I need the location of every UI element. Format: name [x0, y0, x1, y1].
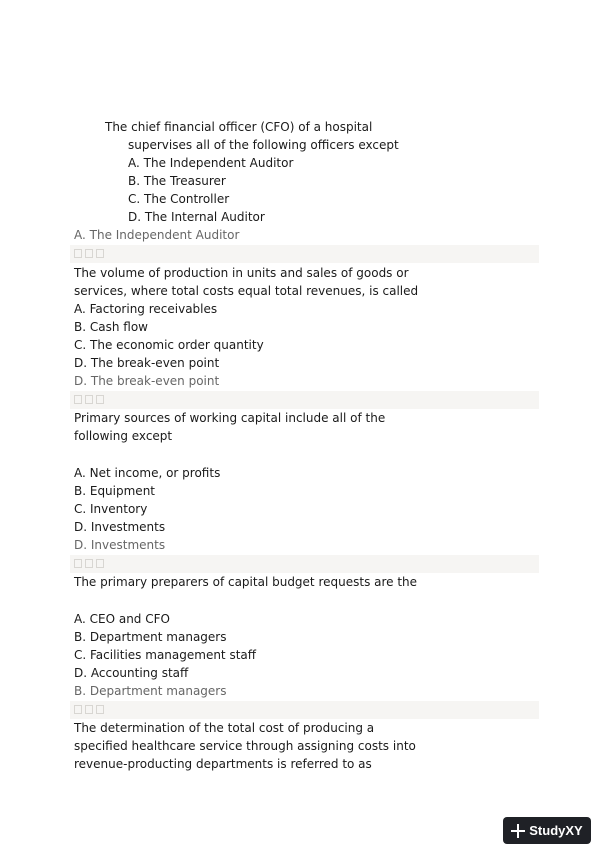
question-1-stem-line-2: supervises all of the following officers except	[128, 138, 399, 152]
question-4-answer: B. Department managers	[74, 684, 227, 698]
studyxy-logo[interactable]	[503, 817, 591, 844]
question-4-option-a: A. CEO and CFO	[74, 612, 170, 626]
question-1-option-d: D. The Internal Auditor	[128, 210, 265, 224]
question-1-answer: A. The Independent Auditor	[74, 228, 240, 242]
question-3-stem-line-1: Primary sources of working capital include all of the	[74, 411, 386, 425]
question-4-option-b: B. Department managers	[74, 630, 227, 644]
question-5-stem-line-3: revenue-producting departments is referred to as	[74, 757, 372, 771]
question-2-option-c: C. The economic order quantity	[74, 338, 264, 352]
question-3-stem-line-2: following except	[74, 429, 173, 443]
question-5-stem-line-1: The determination of the total cost of producing a	[74, 721, 375, 735]
brand-name: StudyXY	[529, 823, 583, 838]
question-5-stem-line-2: specified healthcare service through assigning costs into	[74, 739, 416, 753]
question-3-option-d: D. Investments	[74, 520, 166, 534]
question-3-option-a: A. Net income, or profits	[74, 466, 221, 480]
plus-icon	[511, 824, 525, 838]
question-2-stem-line-2: services, where total costs equal total revenues, is called	[74, 284, 419, 298]
question-divider-4	[70, 701, 539, 719]
question-divider-2	[70, 391, 539, 409]
question-3-answer: D. Investments	[74, 538, 166, 552]
question-divider-1	[70, 245, 539, 263]
question-1-option-a: A. The Independent Auditor	[128, 156, 294, 170]
question-3-option-c: C. Inventory	[74, 502, 148, 516]
question-2-option-b: B. Cash flow	[74, 320, 148, 334]
question-1-option-c: C. The Controller	[128, 192, 230, 206]
question-2-answer: D. The break-even point	[74, 374, 220, 388]
question-divider-3	[70, 555, 539, 573]
question-4-option-c: C. Facilities management staff	[74, 648, 257, 662]
question-2-option-a: A. Factoring receivables	[74, 302, 218, 316]
question-3-option-b: B. Equipment	[74, 484, 155, 498]
question-4-stem-line-1: The primary preparers of capital budget requests are the	[74, 575, 418, 589]
question-2-option-d: D. The break-even point	[74, 356, 220, 370]
question-4-option-d: D. Accounting staff	[74, 666, 189, 680]
question-1-option-b: B. The Treasurer	[128, 174, 226, 188]
question-1-stem-line-1: The chief financial officer (CFO) of a hospital	[105, 120, 373, 134]
question-2-stem-line-1: The volume of production in units and sales of goods or	[74, 266, 409, 280]
